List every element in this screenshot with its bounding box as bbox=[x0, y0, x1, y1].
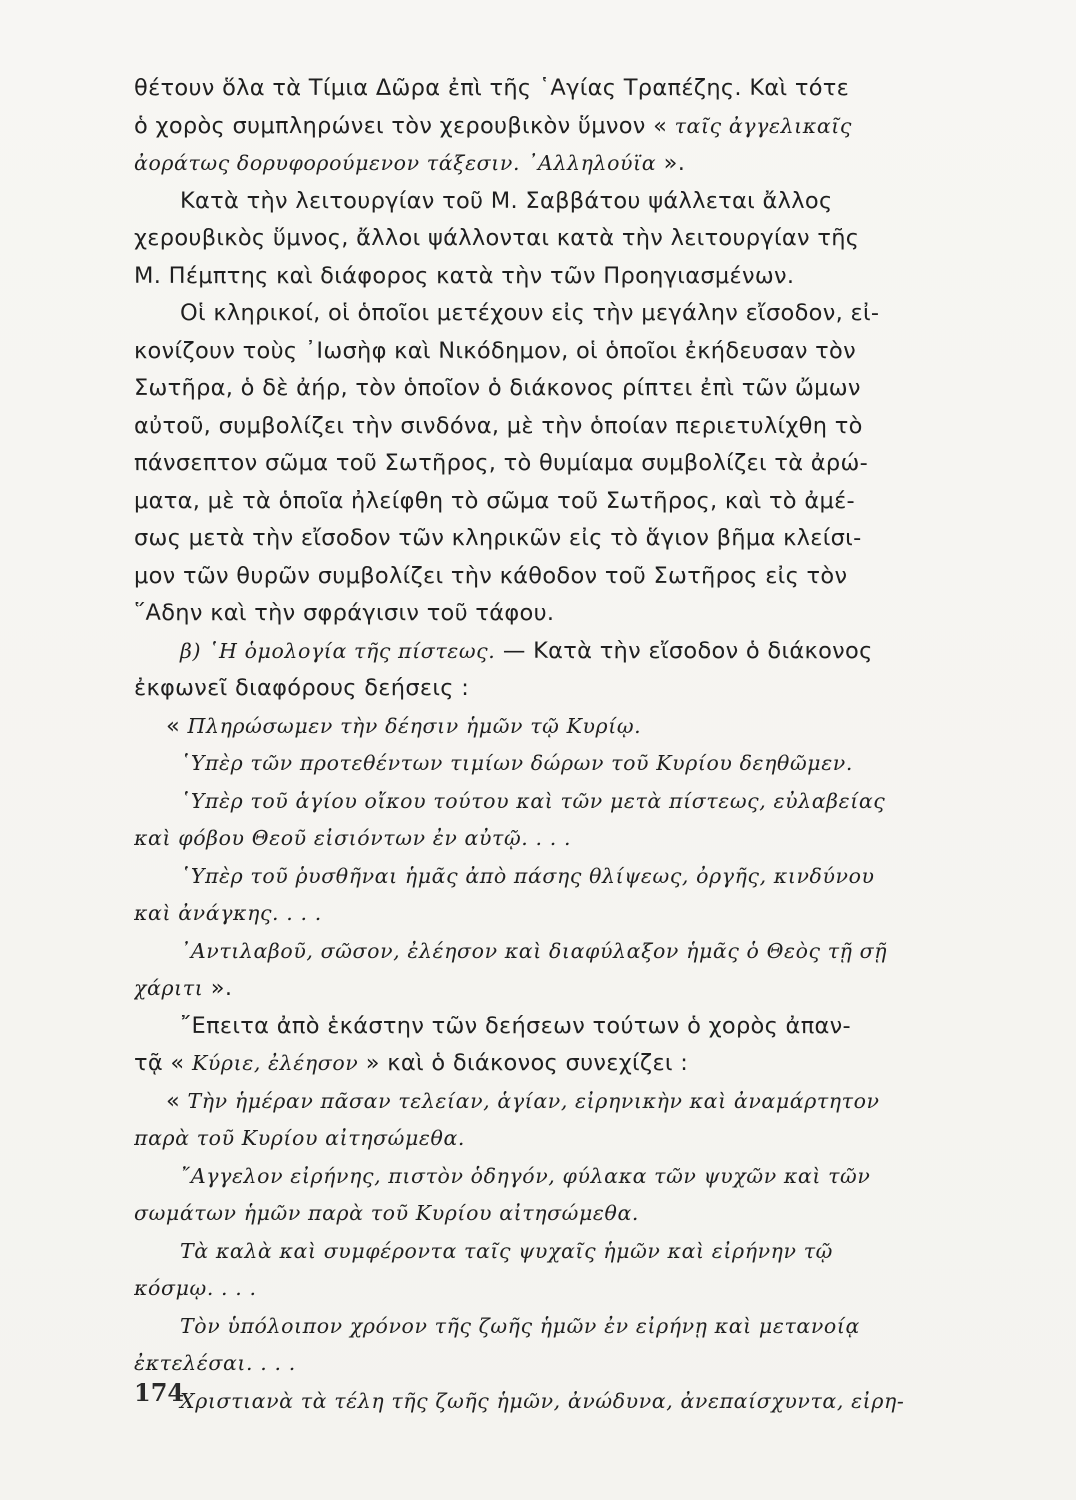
italic-text-segment: Τὸν ὑπόλοιπον χρόνον τῆς ζωῆς ἡμῶν ἐν εἰρήνῃ καὶ μετανοίᾳ bbox=[180, 1313, 860, 1338]
italic-text-segment: σωμάτων ἡμῶν παρὰ τοῦ Κυρίου αἰτησώμεθα. bbox=[134, 1201, 640, 1225]
italic-text-segment: ᾿Αντιλαβοῦ, σῶσον, ἐλέησον καὶ διαφύλαξον ἡμᾶς ὁ Θεὸς τῇ σῇ bbox=[180, 938, 888, 963]
text-line bbox=[134, 1195, 989, 1233]
text-segment: » καὶ ὁ διάκονος συνεχίζει : bbox=[358, 1050, 689, 1076]
text-line: μον τῶν θυρῶν συμβολίζει τὴν κάθοδον τοῦ Σωτῆρος εἰς τὸν bbox=[134, 562, 848, 589]
italic-text-segment: Τὴν ἡμέραν πᾶσαν τελείαν, ἁγίαν, εἰρηνικὴν καὶ ἀναμάρτητον bbox=[187, 1088, 880, 1113]
text-line bbox=[134, 1308, 989, 1346]
text-line: Σωτῆρα, ὁ δὲ ἀήρ, τὸν ὁποῖον ὁ διάκονος ρίπτει ἐπὶ τῶν ὤμων bbox=[134, 375, 861, 401]
text-line bbox=[134, 745, 989, 783]
text-line: ῎Επειτα ἀπὸ ἑκάστην τῶν δεήσεων τούτων ὁ χορὸς ἀπαν- bbox=[180, 1012, 851, 1039]
italic-text-segment: Τὰ καλὰ καὶ συμφέροντα ταῖς ψυχαῖς ἡμῶν καὶ εἰρήνην τῷ bbox=[180, 1238, 833, 1263]
italic-text-segment: ῎Αγγελον εἰρήνης, πιστὸν ὁδηγόν, φύλακα τῶν ψυχῶν καὶ τῶν bbox=[180, 1163, 871, 1188]
italic-text-segment: Πληρώσωμεν τὴν δέησιν ἡμῶν τῷ Κυρίῳ. bbox=[187, 713, 642, 738]
text-line bbox=[134, 1045, 989, 1083]
italic-text-segment: ἀοράτως δορυφορούμενον τάξεσιν. ᾿Αλληλούϊα bbox=[134, 151, 657, 175]
text-line: κονίζουν τοὺς ᾿Ιωσὴφ καὶ Νικόδημον, οἱ ὁποῖοι ἐκήδευσαν τὸν bbox=[134, 337, 856, 364]
italic-text-segment: β) ῾Η ὁμολογία τῆς πίστεως. bbox=[180, 638, 496, 663]
italic-text-segment: ῾Υπὲρ τῶν προτεθέντων τιμίων δώρων τοῦ Κυρίου δεηθῶμεν. bbox=[180, 751, 853, 775]
text-line bbox=[134, 1270, 989, 1308]
text-line bbox=[134, 708, 989, 746]
text-line bbox=[134, 1083, 989, 1121]
text-line bbox=[134, 1158, 989, 1196]
italic-text-segment: ῾Υπὲρ τοῦ ἁγίου οἴκου τούτου καὶ τῶν μετὰ πίστεως, εὐλαβείας bbox=[180, 788, 886, 813]
text-segment: ». bbox=[203, 975, 233, 1001]
italic-text-segment: χάριτι bbox=[134, 976, 204, 1000]
text-line bbox=[134, 1120, 989, 1158]
italic-text-segment: Χριστιανὰ τὰ τέλη τῆς ζωῆς ἡμῶν, ἀνώδυνα, ἀνεπαίσχυντα, εἰρη- bbox=[180, 1388, 905, 1413]
italic-text-segment: κόσμῳ. . . . bbox=[134, 1276, 257, 1300]
text-line bbox=[134, 1383, 989, 1421]
text-line: πάνσεπτον σῶμα τοῦ Σωτῆρος, τὸ θυμίαμα συμβολίζει τὰ ἀρώ- bbox=[134, 450, 869, 476]
text-line bbox=[134, 970, 989, 1008]
text-segment: — Κατὰ τὴν εἴσοδον ὁ διάκονος bbox=[495, 637, 873, 664]
italic-text-segment: καὶ φόβου Θεοῦ εἰσιόντων ἐν αὐτῷ. . . . bbox=[134, 826, 572, 850]
text-segment: « bbox=[166, 712, 188, 739]
text-line bbox=[134, 783, 989, 821]
text-line: Οἱ κληρικοί, οἱ ὁποῖοι μετέχουν εἰς τὴν μεγάλην εἴσοδον, εἰ- bbox=[180, 300, 880, 326]
italic-text-segment: ταῖς ἀγγελικαῖς bbox=[674, 113, 853, 138]
text-line bbox=[134, 633, 989, 671]
body-text bbox=[134, 70, 989, 1420]
text-segment: τᾷ « bbox=[134, 1050, 192, 1076]
text-line bbox=[134, 933, 989, 971]
page-number: 174 bbox=[134, 1378, 185, 1407]
text-line bbox=[134, 858, 989, 896]
text-segment: ». bbox=[656, 150, 686, 176]
text-line bbox=[134, 820, 989, 858]
text-line bbox=[134, 108, 989, 146]
text-line bbox=[134, 1233, 989, 1271]
text-line: Κατὰ τὴν λειτουργίαν τοῦ Μ. Σαββάτου ψάλλεται ἄλλος bbox=[180, 187, 833, 214]
text-line bbox=[134, 145, 989, 183]
italic-text-segment: ῾Υπὲρ τοῦ ῥυσθῆναι ἡμᾶς ἀπὸ πάσης θλίψεως, ὀργῆς, κινδύνου bbox=[180, 863, 875, 888]
italic-text-segment: παρὰ τοῦ Κυρίου αἰτησώμεθα. bbox=[134, 1126, 466, 1150]
text-line bbox=[134, 895, 989, 933]
text-line bbox=[134, 1345, 989, 1383]
text-line: σως μετὰ τὴν εἴσοδον τῶν κληρικῶν εἰς τὸ ἅγιον βῆμα κλείσι- bbox=[134, 525, 862, 551]
italic-text-segment: καὶ ἀνάγκης. . . . bbox=[134, 901, 322, 925]
italic-text-segment: ἐκτελέσαι. . . . bbox=[134, 1351, 296, 1375]
text-line: αὐτοῦ, συμβολίζει τὴν σινδόνα, μὲ τὴν ὁποίαν περιετυλίχθη τὸ bbox=[134, 412, 863, 439]
text-line: θέτουν ὅλα τὰ Τίμια Δῶρα ἐπὶ τῆς ῾Αγίας Τραπέζης. Καὶ τότε bbox=[134, 75, 850, 101]
text-line: ῞Αδην καὶ τὴν σφράγισιν τοῦ τάφου. bbox=[134, 600, 555, 626]
text-line: ματα, μὲ τὰ ὁποῖα ἠλείφθη τὸ σῶμα τοῦ Σωτῆρος, καὶ τὸ ἀμέ- bbox=[134, 487, 855, 514]
text-line: ἐκφωνεῖ διαφόρους δεήσεις : bbox=[134, 675, 470, 701]
text-segment: ὁ χορὸς συμπληρώνει τὸν χερουβικὸν ὕμνον « bbox=[134, 112, 675, 139]
text-line: Μ. Πέμπτης καὶ διάφορος κατὰ τὴν τῶν Προηγιασμένων. bbox=[134, 262, 795, 289]
italic-text-segment: Κύριε, ἐλέησον bbox=[191, 1051, 359, 1075]
text-segment: « bbox=[166, 1087, 188, 1114]
text-line: χερουβικὸς ὕμνος, ἄλλοι ψάλλονται κατὰ τὴν λειτουργίαν τῆς bbox=[134, 225, 860, 251]
